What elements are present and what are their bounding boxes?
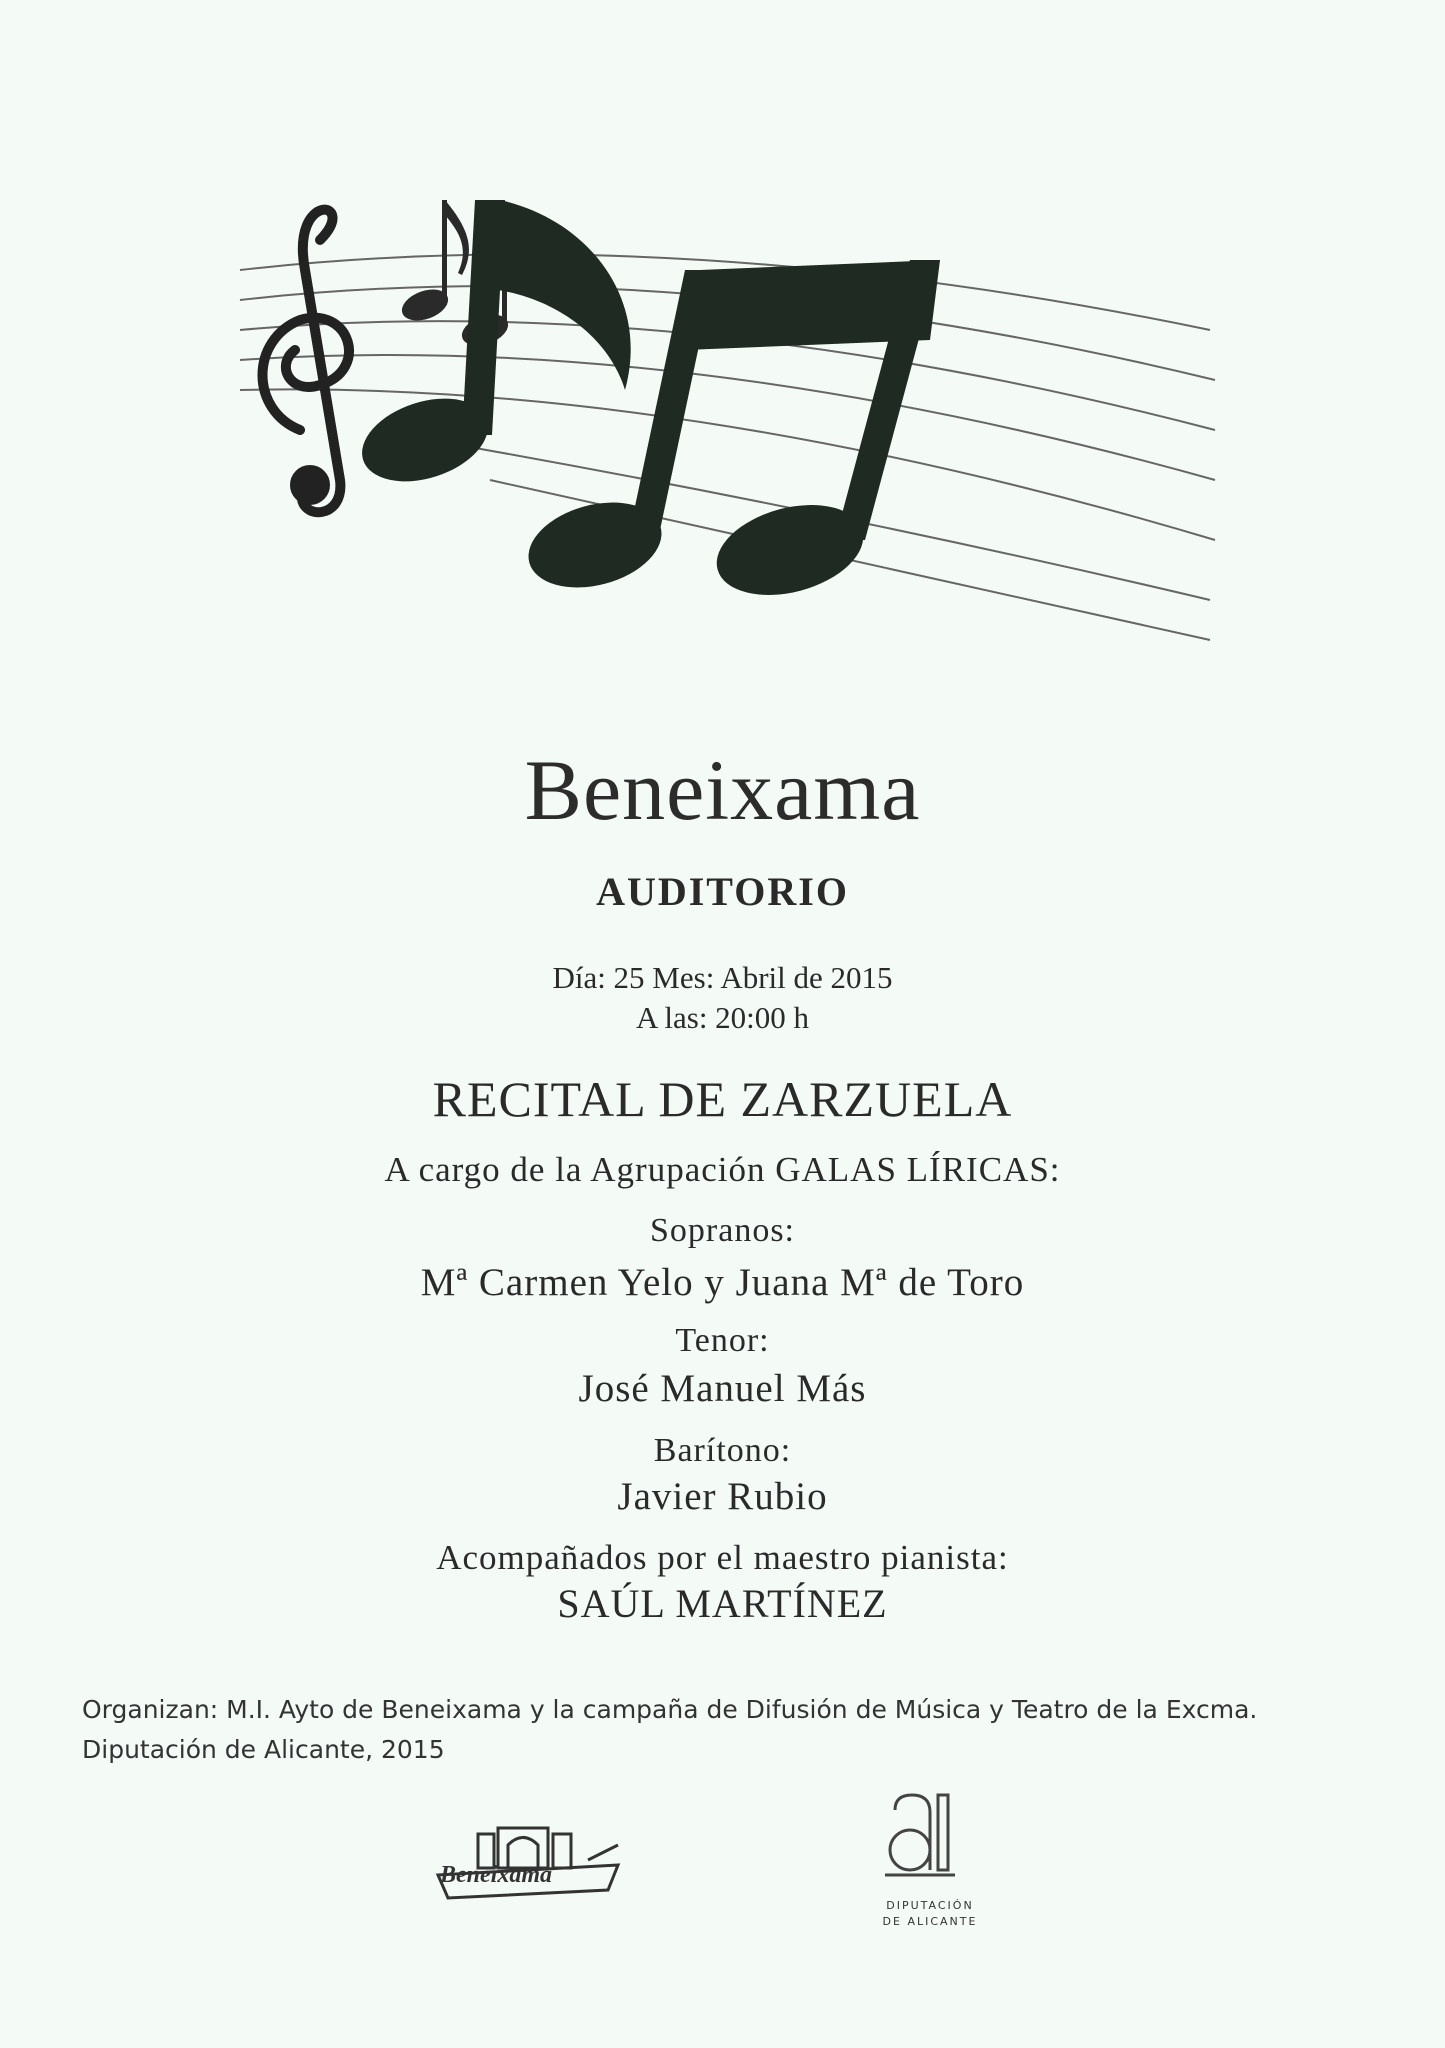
pianist-name: SAÚL MARTÍNEZ <box>557 1581 888 1626</box>
diputacion-alicante-logo <box>880 1790 960 1890</box>
baritone-name: Javier Rubio <box>617 1475 828 1518</box>
music-notes-illustration <box>230 180 1220 660</box>
accompaniment-line: Acompañados por el maestro pianista: <box>436 1538 1009 1577</box>
treble-clef-icon <box>263 210 349 513</box>
town-name: Beneixama <box>524 742 921 838</box>
date-time <box>0 958 1445 1038</box>
date-line: Día: 25 Mes: Abril de 2015 <box>552 960 893 995</box>
organizers-text <box>82 1690 1372 1770</box>
organizers-line-1: Organizan: M.I. Ayto de Beneixama y la campaña de Difusión de Música y Teatro de la Excma. <box>82 1695 1258 1724</box>
diputacion-line-2: DE ALICANTE <box>882 1915 978 1928</box>
event-title: RECITAL DE ZARZUELA <box>432 1071 1013 1127</box>
group-line: A cargo de la Agrupación GALAS LÍRICAS: <box>384 1150 1061 1189</box>
sopranos-names: Mª Carmen Yelo y Juana Mª de Toro <box>420 1261 1025 1304</box>
diputacion-line-1: DIPUTACIÓN <box>886 1899 974 1912</box>
time-line: A las: 20:00 h <box>635 1000 810 1035</box>
baritone-label: Barítono: <box>653 1432 792 1469</box>
venue-name: AUDITORIO <box>596 869 849 914</box>
diputacion-logo-text <box>860 1898 1000 1930</box>
tenor-name: José Manuel Más <box>578 1367 867 1410</box>
sopranos-label: Sopranos: <box>650 1212 795 1249</box>
organizers-line-2: Diputación de Alicante, 2015 <box>82 1735 445 1764</box>
tenor-label: Tenor: <box>675 1322 770 1359</box>
beneixama-logo-text: Beneixama <box>440 1862 552 1888</box>
